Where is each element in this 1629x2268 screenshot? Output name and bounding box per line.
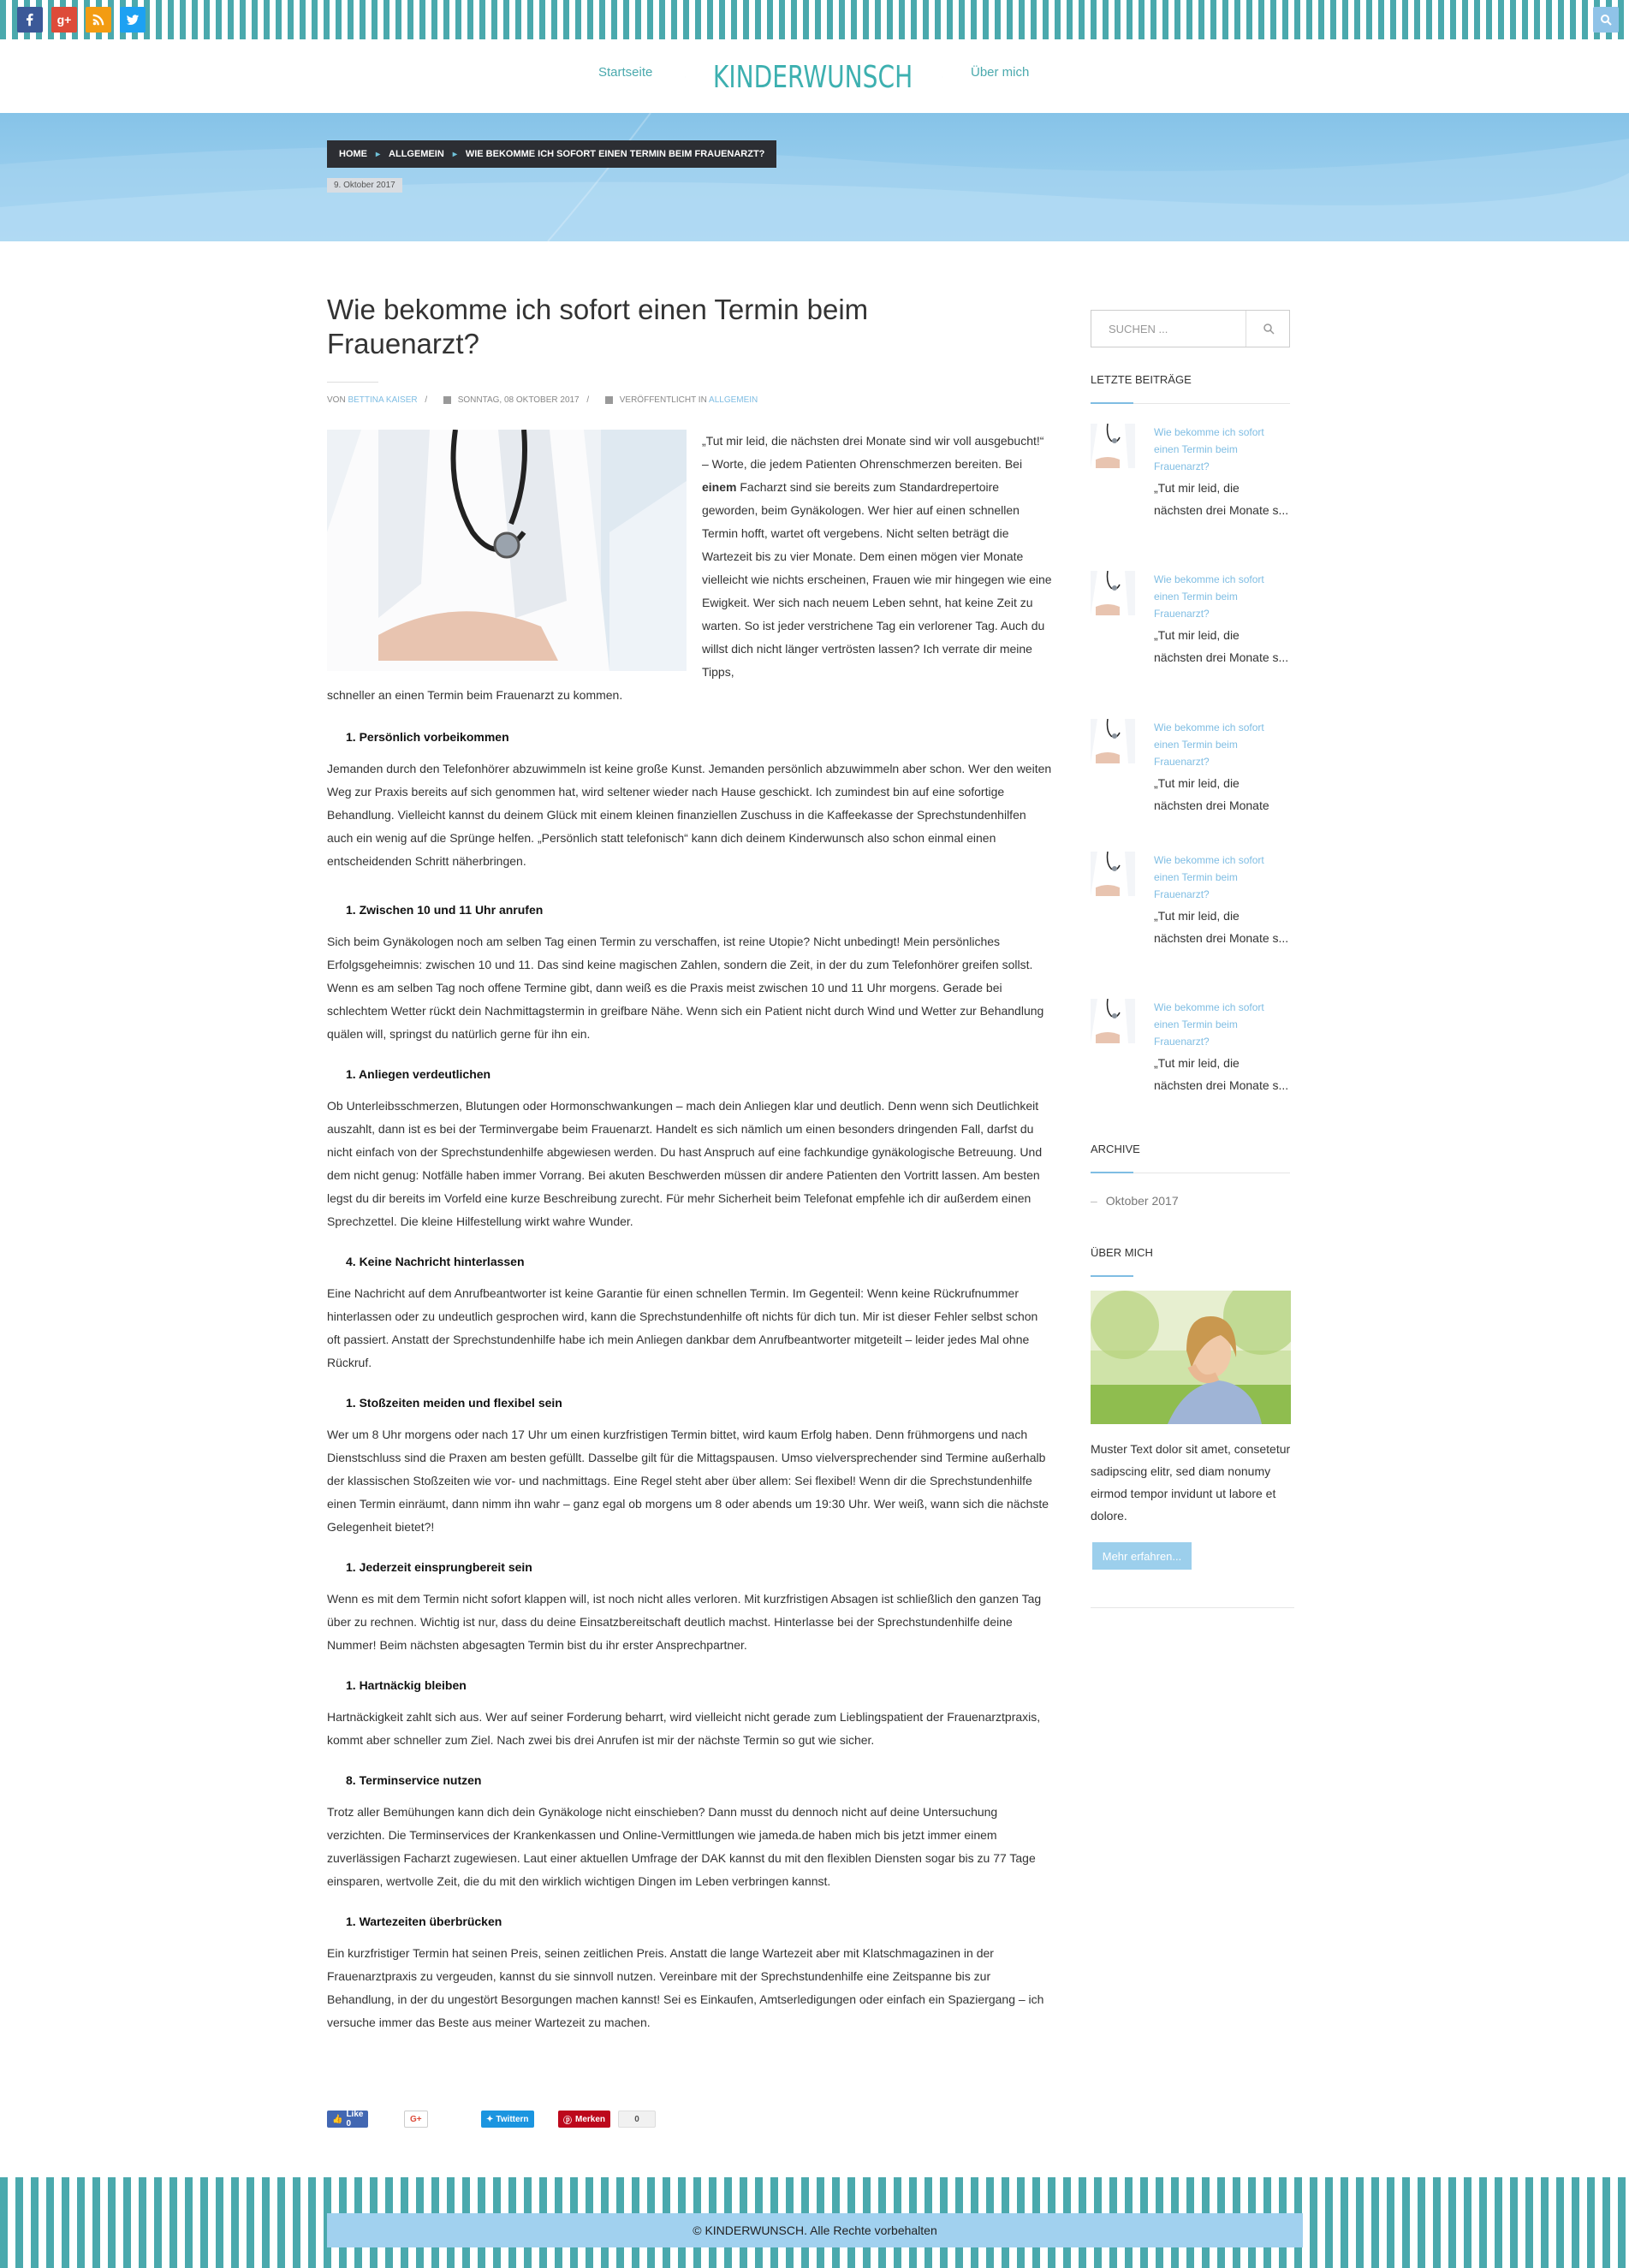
calendar-icon (443, 396, 451, 404)
section-heading: 1. Persönlich vorbeikommen (346, 730, 509, 744)
meta-published: VERÖFFENTLICHT IN (619, 395, 707, 405)
footer-copyright: © KINDERWUNSCH. Alle Rechte vorbehalten (327, 2213, 1303, 2247)
recent-post-thumbnail[interactable] (1091, 852, 1135, 896)
section-text: Wenn es mit dem Termin nicht sofort klappen will, ist noch nicht alles verloren. Mit kurzfristigen Absagen ist schließlich den ganzen Tag über zu rechnen. Wichtig ist nur, dass du deine Einsatzbereitschaft deutlich machst. Hinterlasse bei der Sprechstundenhilfe deine Nummer! Beim nächsten abgesagten Termin bist du ihr erster Ansprechpartner. (327, 1592, 1042, 1652)
recent-post-excerpt: „Tut mir leid, die nächsten drei Monate s... (1154, 1056, 1289, 1092)
section-heading: 8. Terminservice nutzen (346, 1773, 482, 1787)
rss-icon[interactable] (86, 7, 111, 33)
section-heading: 1. Anliegen verdeutlichen (346, 1067, 491, 1081)
section-text: Sich beim Gynäkologen noch am selben Tag einen Termin zu verschaffen, ist reine Utopie? Nicht unbedingt! Mein persönliches Erfolgsgeheimnis: zwischen 10 und 11. Das sind keine magischen Zahlen, sondern die Zeit, in der du zum Telefonhörer greifen sollst. Wenn es am selben Tag noch offene Termine gibt, dann weiß es die Praxis meist zwischen 10 und 11 Uhr morgens. Gerade bei schlechtem Wetter rückt dein Nachmittagstermin in greifbare Nähe. Wenn sich ein Patient nicht durch Wind und Wetter zur Behandlung quälen will, springst du natürlich gerne für ihn ein. (327, 935, 1044, 1041)
sidebar-search[interactable] (1091, 310, 1290, 347)
section-heading: 1. Stoßzeiten meiden und flexibel sein (346, 1396, 562, 1410)
section-text: Ob Unterleibsschmerzen, Blutungen oder Hormonschwankungen – mach dein Anliegen klar und deutlich. Denn wenn sich Deutlichkeit auszahlt, dann ist es bei der Terminvergabe beim Frauenarzt. Handelt es sich nämlich um einen besonders dringenden Fall, darfst du nicht einfach von der Sprechstundenhilfe abgewiesen werden. Du hast Anspruch auf eine fachkundige gynäkologische Betreuung. Und dem nicht genug: Notfälle haben immer Vorrang. Bei akuten Beschwerden müssen dir andere Patienten den Vortritt lassen. Am besten legst du dir bereits im Vorfeld eine kurze Beschreibung zurecht. Für mehr Sicherheit beim Telefonat empfehle ich dir außerdem einen Sprechzettel. Die kleine Hilfestellung wirkt wahre Wunder. (327, 1099, 1043, 1228)
breadcrumb (327, 140, 776, 168)
facebook-like-button[interactable]: 👍 Like 0 (327, 2111, 368, 2128)
section-heading: 1. Jederzeit einsprungbereit sein (346, 1560, 532, 1574)
meta-category-link[interactable]: ALLGEMEIN (709, 395, 758, 405)
article-intro: „Tut mir leid, die nächsten drei Monate sind wir voll ausgebucht!“ – Worte, die jedem Patienten Ohrenschmerzen bereiten. Bei einem Facharzt sind sie bereits zum Standardrepertoire geworden, beim Gynäkologen. Wer hier auf einen schnellen Termin hofft, wartet oft vergebens. Nicht selten beträgt die Wartezeit bis zu vier Monate. Dem einen mögen vier Monate vielleicht wie nichts erscheinen, Frauen wie mir hingegen wie eine Ewigkeit. Wer sich nach neuem Leben sehnt, hat keine Zeit zu warten. So ist jeder verstrichene Tag ein verlorener Tag. Auch du willst dich nicht länger vertrösten lassen? Ich verrate dir meine Tipps, (702, 434, 1052, 679)
breadcrumb-home[interactable]: HOME (339, 149, 367, 159)
archive-title: ARCHIVE (1091, 1143, 1140, 1155)
archive-link[interactable]: – Oktober 2017 (1091, 1194, 1179, 1208)
meta-author-link[interactable]: BETTINA KAISER (348, 395, 418, 405)
twitter-icon[interactable] (120, 7, 146, 33)
google-plus-icon[interactable]: g+ (51, 7, 77, 33)
article-intro-tail: schneller an einen Termin beim Frauenarzt zu kommen. (327, 688, 623, 702)
section-text: Eine Nachricht auf dem Anrufbeantworter ist keine Garantie für einen schnellen Termin. Im Gegenteil: Wenn keine Rückrufnummer hinterlassen oder zu undeutlich gesprochen wird, kann die Sprechstundenhilfe oft nichts für dich tun. Mir ist dieser Fehler selbst schon oft passiert. Anstatt der Sprechstundenhilfe habe ich mein Anliegen dankbar dem Anrufbeantworter mitgeteilt – leider jedes Mal ohne Rückruf. (327, 1286, 1038, 1369)
tweet-button[interactable]: ✦ Twittern (481, 2111, 534, 2128)
site-logo[interactable] (685, 56, 942, 98)
section-text: Trotz aller Bemühungen kann dich dein Gynäkologe nicht einschieben? Dann musst du dennoch nicht auf deine Untersuchung verzichten. Die Terminservices der Krankenkassen und Online-Vermittlungen wie jameda.de haben mich bis jetzt immer einem zuverlässigen Facharzt zugewiesen. Laut einer aktuellen Umfrage der DAK kannst du mit den flexiblen Diensten sogar bis zu 77 Tage einsparen, wertvolle Zeit, die du mit den wirklich wichtigen Dingen im Leben verbringen kannst. (327, 1805, 1036, 1888)
recent-post-thumbnail[interactable] (1091, 571, 1135, 615)
twitter-bird-icon: ✦ (486, 2114, 494, 2124)
recent-posts-title: LETZTE BEITRÄGE (1091, 373, 1192, 386)
pinterest-icon: ⓟ (563, 2116, 572, 2126)
breadcrumb-current: WIE BEKOMME ICH SOFORT EINEN TERMIN BEIM FRAUENARZT? (465, 149, 765, 159)
meta-date: SONNTAG, 08 OKTOBER 2017 (457, 395, 580, 405)
breadcrumb-category[interactable]: ALLGEMEIN (389, 149, 444, 159)
about-photo (1091, 1291, 1291, 1424)
google-plus-button[interactable]: G+ (404, 2111, 428, 2128)
facebook-icon[interactable] (17, 7, 43, 33)
article-body (327, 430, 1053, 2034)
title-divider (327, 382, 378, 383)
recent-post-title[interactable]: Wie bekomme ich sofort einen Termin beim Frauenarzt? (1154, 1001, 1264, 1048)
recent-post-thumbnail[interactable] (1091, 719, 1135, 763)
breadcrumb-separator-icon: ▸ (376, 149, 381, 159)
section-text: Wer um 8 Uhr morgens oder nach 17 Uhr um einen kurzfristigen Termin bittet, wird kaum Erfolg haben. Denn frühmorgens und nach Dienstschluss sind die Praxen am besten gefüllt. Dasselbe gilt für die Mittagspausen. Umso vielversprechender sind Termine außerhalb der klassischen Stoßzeiten wie vor- und nachmittags. Eine Regel steht aber über allem: Sei flexibel! Wenn dir die Sprechstundenhilfe einen Termin einräumt, dann nimm ihn wahr – ganz egal ob morgens um 8 oder abends um 19:30 Uhr. Wer weiß, wann sich die nächste Gelegenheit bietet?! (327, 1428, 1049, 1534)
recent-post-title[interactable]: Wie bekomme ich sofort einen Termin beim Frauenarzt? (1154, 854, 1264, 900)
banner-waves (0, 113, 1629, 241)
recent-post-thumbnail[interactable] (1091, 424, 1135, 468)
recent-post-excerpt: „Tut mir leid, die nächsten drei Monate (1154, 776, 1269, 812)
thumbs-up-icon: 👍 (332, 2114, 343, 2124)
page-banner (0, 113, 1629, 241)
about-title: ÜBER MICH (1091, 1246, 1153, 1259)
section-heading: 1. Wartezeiten überbrücken (346, 1915, 502, 1928)
top-bar (0, 0, 1629, 39)
date-badge: 9. Oktober 2017 (327, 178, 402, 193)
recent-post-excerpt: „Tut mir leid, die nächsten drei Monate s... (1154, 628, 1289, 664)
about-text: Muster Text dolor sit amet, consetetur sadipscing elitr, sed diam nonumy eirmod tempor invidunt ut labore et dolore. (1091, 1442, 1291, 1523)
sidebar-divider (1091, 1607, 1294, 1608)
recent-post-title[interactable]: Wie bekomme ich sofort einen Termin beim Frauenarzt? (1154, 426, 1264, 472)
widget-accent (1091, 1275, 1133, 1277)
section-heading: 1. Hartnäckig bleiben (346, 1678, 467, 1692)
meta-by: VON (327, 395, 346, 405)
pinterest-save-button[interactable]: ⓟ Merken (558, 2111, 610, 2128)
section-text: Ein kurzfristiger Termin hat seinen Preis, seinen zeitlichen Preis. Anstatt die lange Wartezeit aber mit Klatschmagazinen in der Frauenarztpraxis zu vergeuden, kannst du sie sinnvoll nutzen. Vereinbare mit der Sprechstundenhilfe eine Zeitspanne bis zur Behandlung, in der du ungestört Besorgungen machen kannst! Sei es Einkaufen, Amtserledigungen oder einfach ein Spaziergang – ich versuche immer das Beste aus meiner Wartezeit zu machen. (327, 1946, 1044, 2029)
site-footer (0, 2177, 1629, 2268)
nav-about-link[interactable]: Über mich (971, 65, 1030, 80)
site-header (0, 39, 1629, 113)
nav-home-link[interactable]: Startseite (598, 65, 653, 80)
recent-post-title[interactable]: Wie bekomme ich sofort einen Termin beim Frauenarzt? (1154, 573, 1264, 620)
search-input[interactable]: SUCHEN ... (1109, 323, 1168, 335)
recent-post-title[interactable]: Wie bekomme ich sofort einen Termin beim Frauenarzt? (1154, 721, 1264, 768)
section-text: Hartnäckigkeit zahlt sich aus. Wer auf seiner Forderung beharrt, wird vielleicht nicht gerade zum Lieblingspatient der Frauenarztpraxis, kommt aber schneller zum Ziel. Nach zwei bis drei Anrufen ist mir der nächste Termin so gut wie sicher. (327, 1710, 1041, 1747)
folder-icon (605, 396, 613, 404)
breadcrumb-separator-icon: ▸ (452, 149, 457, 159)
widget-accent (1091, 1172, 1133, 1173)
article-title: Wie bekomme ich sofort einen Termin beim Frauenarzt? (327, 294, 869, 359)
section-text: Jemanden durch den Telefonhörer abzuwimmeln ist keine große Kunst. Jemanden persönlich abzuwimmeln aber schon. Wer den weiten Weg zur Praxis bereits auf sich genommen hat, wird seltener wieder nach Hause geschickt. Ich zumindest bin auf eine sofortige Behandlung. Vielleicht kannst du deinem Glück mit einem kleinen finanziellen Zuschuss in die Kaffeekasse der Sprechstundenhilfen auch ein wenig auf die Sprünge helfen. „Persönlich statt telefonisch“ kann dich deinem Kinderwunsch also schon einmal einen entscheidenden Schritt näherbringen. (327, 762, 1052, 868)
widget-accent (1091, 402, 1133, 404)
logo-text: KINDERWUNSCH (713, 59, 913, 95)
article-meta: VON BETTINA KAISER / SONNTAG, 08 OKTOBER 2017 / VERÖFFENTLICHT IN ALLGEMEIN (327, 395, 758, 405)
section-heading: 1. Zwischen 10 und 11 Uhr anrufen (346, 903, 544, 917)
read-more-button[interactable]: Mehr erfahren... (1092, 1542, 1192, 1570)
recent-post-thumbnail[interactable] (1091, 999, 1135, 1043)
recent-post-excerpt: „Tut mir leid, die nächsten drei Monate s... (1154, 909, 1289, 945)
recent-post-excerpt: „Tut mir leid, die nächsten drei Monate s... (1154, 481, 1289, 517)
search-toggle-icon[interactable] (1593, 7, 1619, 33)
pinterest-count: 0 (618, 2111, 656, 2128)
search-icon[interactable] (1263, 323, 1275, 335)
section-heading: 4. Keine Nachricht hinterlassen (346, 1255, 525, 1268)
